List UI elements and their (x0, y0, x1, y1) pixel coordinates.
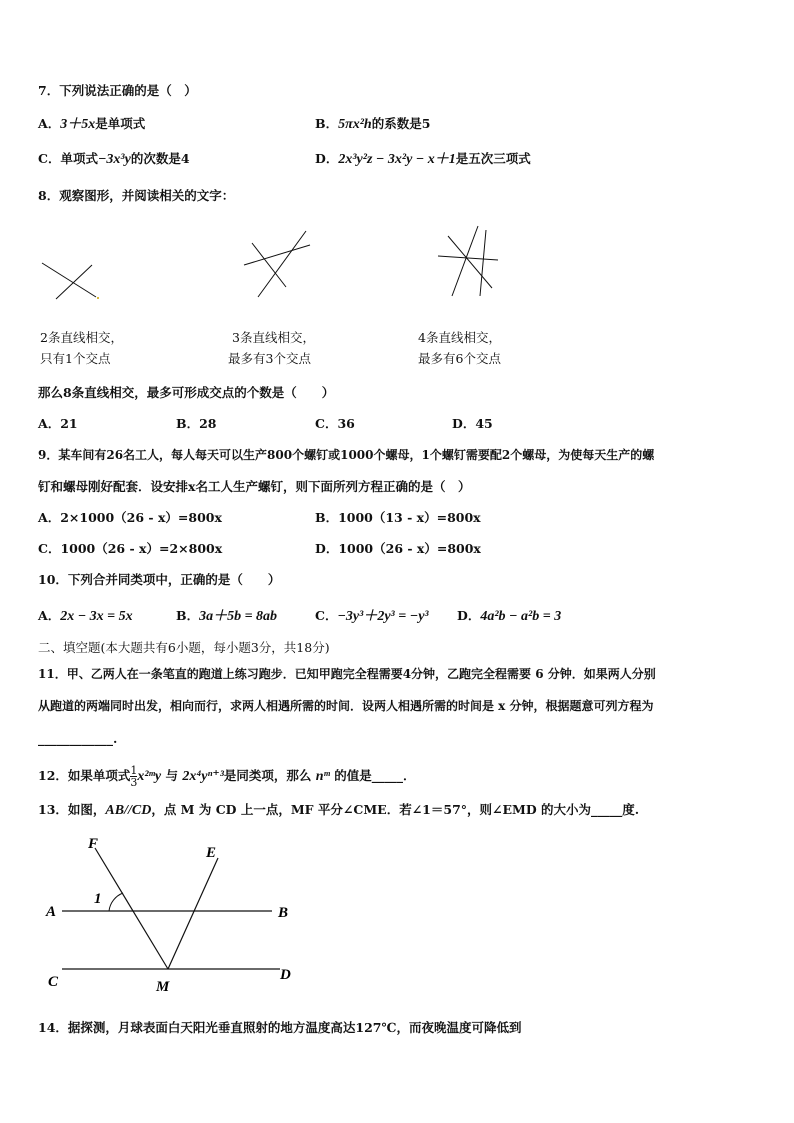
label-A: A (46, 904, 57, 920)
q8-option-b: B．28 (176, 416, 217, 431)
q10-option-a: A．2x − 3x = 5x (38, 608, 133, 624)
fig2-caption-line1: 3条直线相交， (232, 330, 315, 345)
fig2-caption-line2: 最多有3个交点 (228, 351, 311, 366)
q10-option-c: C．−3y³＋2y³ = −y³ (315, 608, 429, 624)
q8-stem: 8．观察图形，并阅读相关的文字： (38, 188, 235, 203)
q7-option-d: D．2x³y²z − 3x²y − x＋1是五次三项式 (315, 151, 531, 167)
label-F: F (88, 836, 99, 852)
figure-four-lines (434, 222, 504, 302)
q8-option-d: D．45 (452, 416, 493, 431)
q9-option-d: D．1000（26 - x）=800x (315, 541, 481, 556)
fig3-caption-line1: 4条直线相交， (418, 330, 501, 345)
q8-option-a: A．21 (38, 416, 78, 431)
q8-option-c: C．36 (315, 416, 355, 431)
q9-line2: 钉和螺母刚好配套．设安排x名工人生产螺钉，则下面所列方程正确的是（ ） (38, 479, 471, 494)
q8-question: 那么8条直线相交，最多可形成交点的个数是（ ） (38, 385, 335, 400)
q9-option-b: B．1000（13 - x）=800x (315, 510, 481, 525)
q11-answer-blank: ____________. (38, 731, 118, 746)
q10-option-b: B．3a＋5b = 8ab (176, 608, 278, 624)
fig3-caption-line2: 最多有6个交点 (418, 351, 501, 366)
q13-text: 13．如图，AB//CD，点 M 为 CD 上一点，MF 平分∠CME．若∠1＝57°，则∠EMD 的大小为_____度. (38, 802, 640, 818)
figure-parallel-lines (40, 836, 310, 996)
q11-line2: 从跑道的两端同时出发，相向而行，求两人相遇所需的时间．设两人相遇所需的时间是 x 分钟，根据题意可列方程为 (38, 699, 654, 713)
label-B: B (278, 905, 289, 921)
q7-stem: 7．下列说法正确的是（ ） (38, 83, 197, 98)
q12-text: 12．如果单项式 $\frac{1}{3}$ x²ᵐy 与 2x⁴yⁿ⁺³是同类项，那么 nᵐ 的值是_____． (38, 764, 416, 789)
section-2-heading: 二、填空题(本大题共有6小题，每小题3分，共18分) (38, 640, 330, 655)
q11-line1: 11．甲、乙两人在一条笔直的跑道上练习跑步．已知甲跑完全程需要4分钟，乙跑完全程需要 6 分钟．如果两人分别 (38, 667, 656, 681)
figure-two-lines (36, 255, 106, 305)
figure-three-lines (238, 225, 318, 303)
label-C: C (48, 974, 59, 990)
label-D: D (280, 967, 291, 983)
q7-option-c: C．单项式−3x³y的次数是4 (38, 151, 190, 167)
q14-text: 14．据探测，月球表面白天阳光垂直照射的地方温度高达127℃，而夜晚温度可降低到 (38, 1020, 522, 1035)
q9-option-a: A．2×1000（26 - x）=800x (38, 510, 222, 525)
label-M: M (156, 979, 170, 995)
q7-option-a: A．3＋5x是单项式 (38, 116, 146, 132)
fig1-caption-line2: 只有1个交点 (40, 351, 111, 366)
fig1-caption-line1: 2条直线相交， (40, 330, 123, 345)
label-angle-1: 1 (94, 891, 102, 907)
q9-option-c: C．1000（26 - x）=2×800x (38, 541, 223, 556)
q9-line1: 9．某车间有26名工人，每人每天可以生产800个螺钉或1000个螺母，1个螺钉需要配2个螺母，为使每天生产的螺 (38, 448, 655, 462)
q10-stem: 10．下列合并同类项中，正确的是（ ） (38, 572, 281, 587)
q10-option-d: D．4a²b − a²b = 3 (457, 608, 562, 624)
label-E: E (206, 845, 217, 861)
q7-option-b: B．5πx²h的系数是5 (315, 116, 431, 132)
